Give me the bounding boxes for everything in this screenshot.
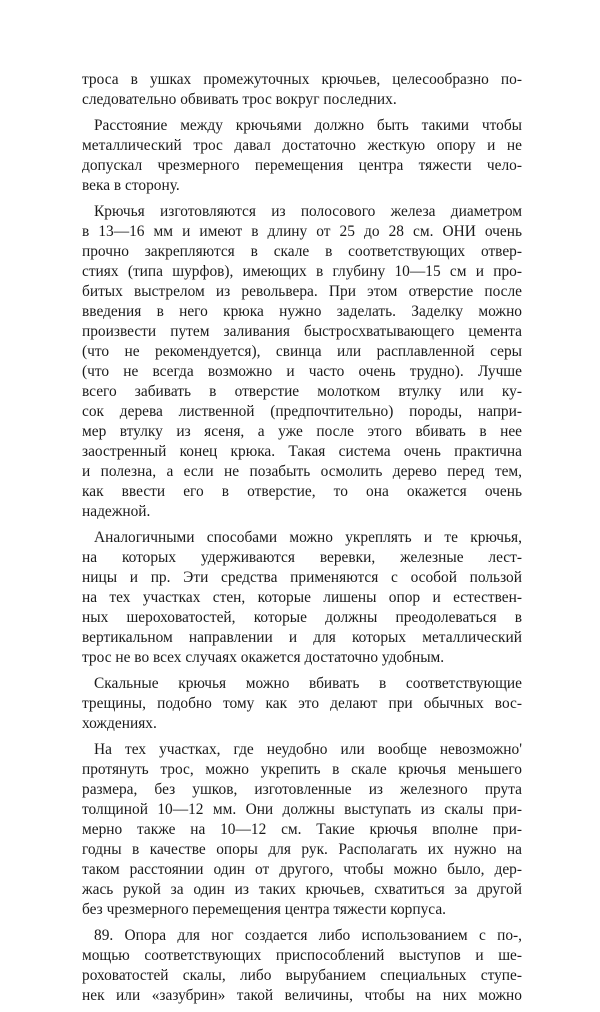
text-line: протянуть трос, можно укрепить в скале крючья меньшего <box>82 761 522 778</box>
text-line: трос не во всех случаях окажется достаточно удобным. <box>82 649 445 666</box>
text-line: как ввести его в отверстие, то она окажется очень <box>82 483 522 500</box>
text-line: Аналогичными способами можно укреплять и те крючья, <box>94 529 522 546</box>
text-line: прочно закрепляются в скале в соответствующих отвер- <box>82 243 522 260</box>
text-line: троса в ушках промежуточных крючьев, целесообразно по- <box>82 71 522 88</box>
text-line: трещины, подобно тому как это делают при обычных вос- <box>82 695 522 712</box>
text-line: надежной. <box>82 503 151 520</box>
text-line: введения в него крюка нужно заделать. Заделку можно <box>82 303 522 320</box>
paragraph <box>82 202 522 522</box>
text-line: века в сторону. <box>82 177 180 194</box>
text-line: нек или «зазубрин» такой величины, чтобы на них можно <box>82 987 522 1004</box>
text-line: ницы и пр. Эти средства применяются с особой пользой <box>82 569 522 586</box>
paragraph <box>82 528 522 668</box>
text-line: битых выстрелом из револьвера. При этом отверстие после <box>82 283 522 300</box>
paragraph <box>82 116 522 196</box>
text-line: заостренный конец крюка. Такая система очень практична <box>82 443 522 460</box>
text-line: вертикальном направлении и для которых металлический <box>82 629 522 646</box>
text-line: и полезна, а если не позабыть осмолить дерево перед тем, <box>82 463 522 480</box>
text-line: ных шероховатостей, которые должны преодолеваться в <box>82 609 522 626</box>
text-line: Расстояние между крючьями должно быть такими чтобы <box>94 117 522 134</box>
text-line: (что не всегда возможно и часто очень трудно). Лучше <box>82 363 522 380</box>
text-column <box>82 70 522 1012</box>
text-line: следовательно обвивать трос вокруг последних. <box>82 91 397 108</box>
text-line: 89. Опора для ног создается либо использованием с по-, <box>94 927 522 944</box>
paragraph <box>82 926 522 1006</box>
text-line: таком расстоянии один от другого, чтобы можно было, дер- <box>82 861 522 878</box>
text-line: всего забивать в отверстие молотком втулку или ку- <box>82 383 522 400</box>
text-line: хождениях. <box>82 715 157 732</box>
text-line: допускал чрезмерного перемещения центра тяжести чело- <box>82 157 522 174</box>
text-line: (что не рекомендуется), свинца или расплавленной серы <box>82 343 522 360</box>
paragraph <box>82 740 522 920</box>
paragraph <box>82 70 522 110</box>
text-line: На тех участках, где неудобно или вообще невозможно' <box>94 741 522 758</box>
text-line: размера, без ушков, изготовленные из железного прута <box>82 781 522 798</box>
text-line: на которых удерживаются веревки, железные лест- <box>82 549 522 566</box>
text-line: на тех участках стен, которые лишены опор и естествен- <box>82 589 522 606</box>
text-line: толщиной 10—12 мм. Они должны выступать из скалы при- <box>82 801 522 818</box>
paragraph <box>82 674 522 734</box>
text-line: в 13—16 мм и имеют в длину от 25 до 28 см. ОНИ очень <box>82 223 522 240</box>
text-line: жась рукой за один из таких крючьев, схватиться за другой <box>82 881 522 898</box>
text-line: роховатостей скалы, либо вырубанием специальных ступе- <box>82 967 522 984</box>
text-line: мер втулку из ясеня, а уже после этого вбивать в нее <box>82 423 522 440</box>
text-line: произвести путем заливания быстросхватывающего цемента <box>82 323 522 340</box>
text-line: Скальные крючья можно вбивать в соответствующие <box>94 675 522 692</box>
text-line: металлический трос давал достаточно жесткую опору и не <box>82 137 522 154</box>
text-line: стиях (типа шурфов), имеющих в глубину 10—15 см и про- <box>82 263 522 280</box>
text-line: сок дерева лиственной (предпочтительно) породы, напри- <box>82 403 522 420</box>
text-line: мерно также на 10—12 см. Такие крючья вполне при- <box>82 821 522 838</box>
text-line: Крючья изготовляются из полосового железа диаметром <box>94 203 522 220</box>
text-line: мощью соответствующих приспособлений выступов и ше- <box>82 947 522 964</box>
text-line: годны в качестве опоры для рук. Располагать их нужно на <box>82 841 522 858</box>
text-line: без чрезмерного перемещения центра тяжести корпуса. <box>82 901 447 918</box>
